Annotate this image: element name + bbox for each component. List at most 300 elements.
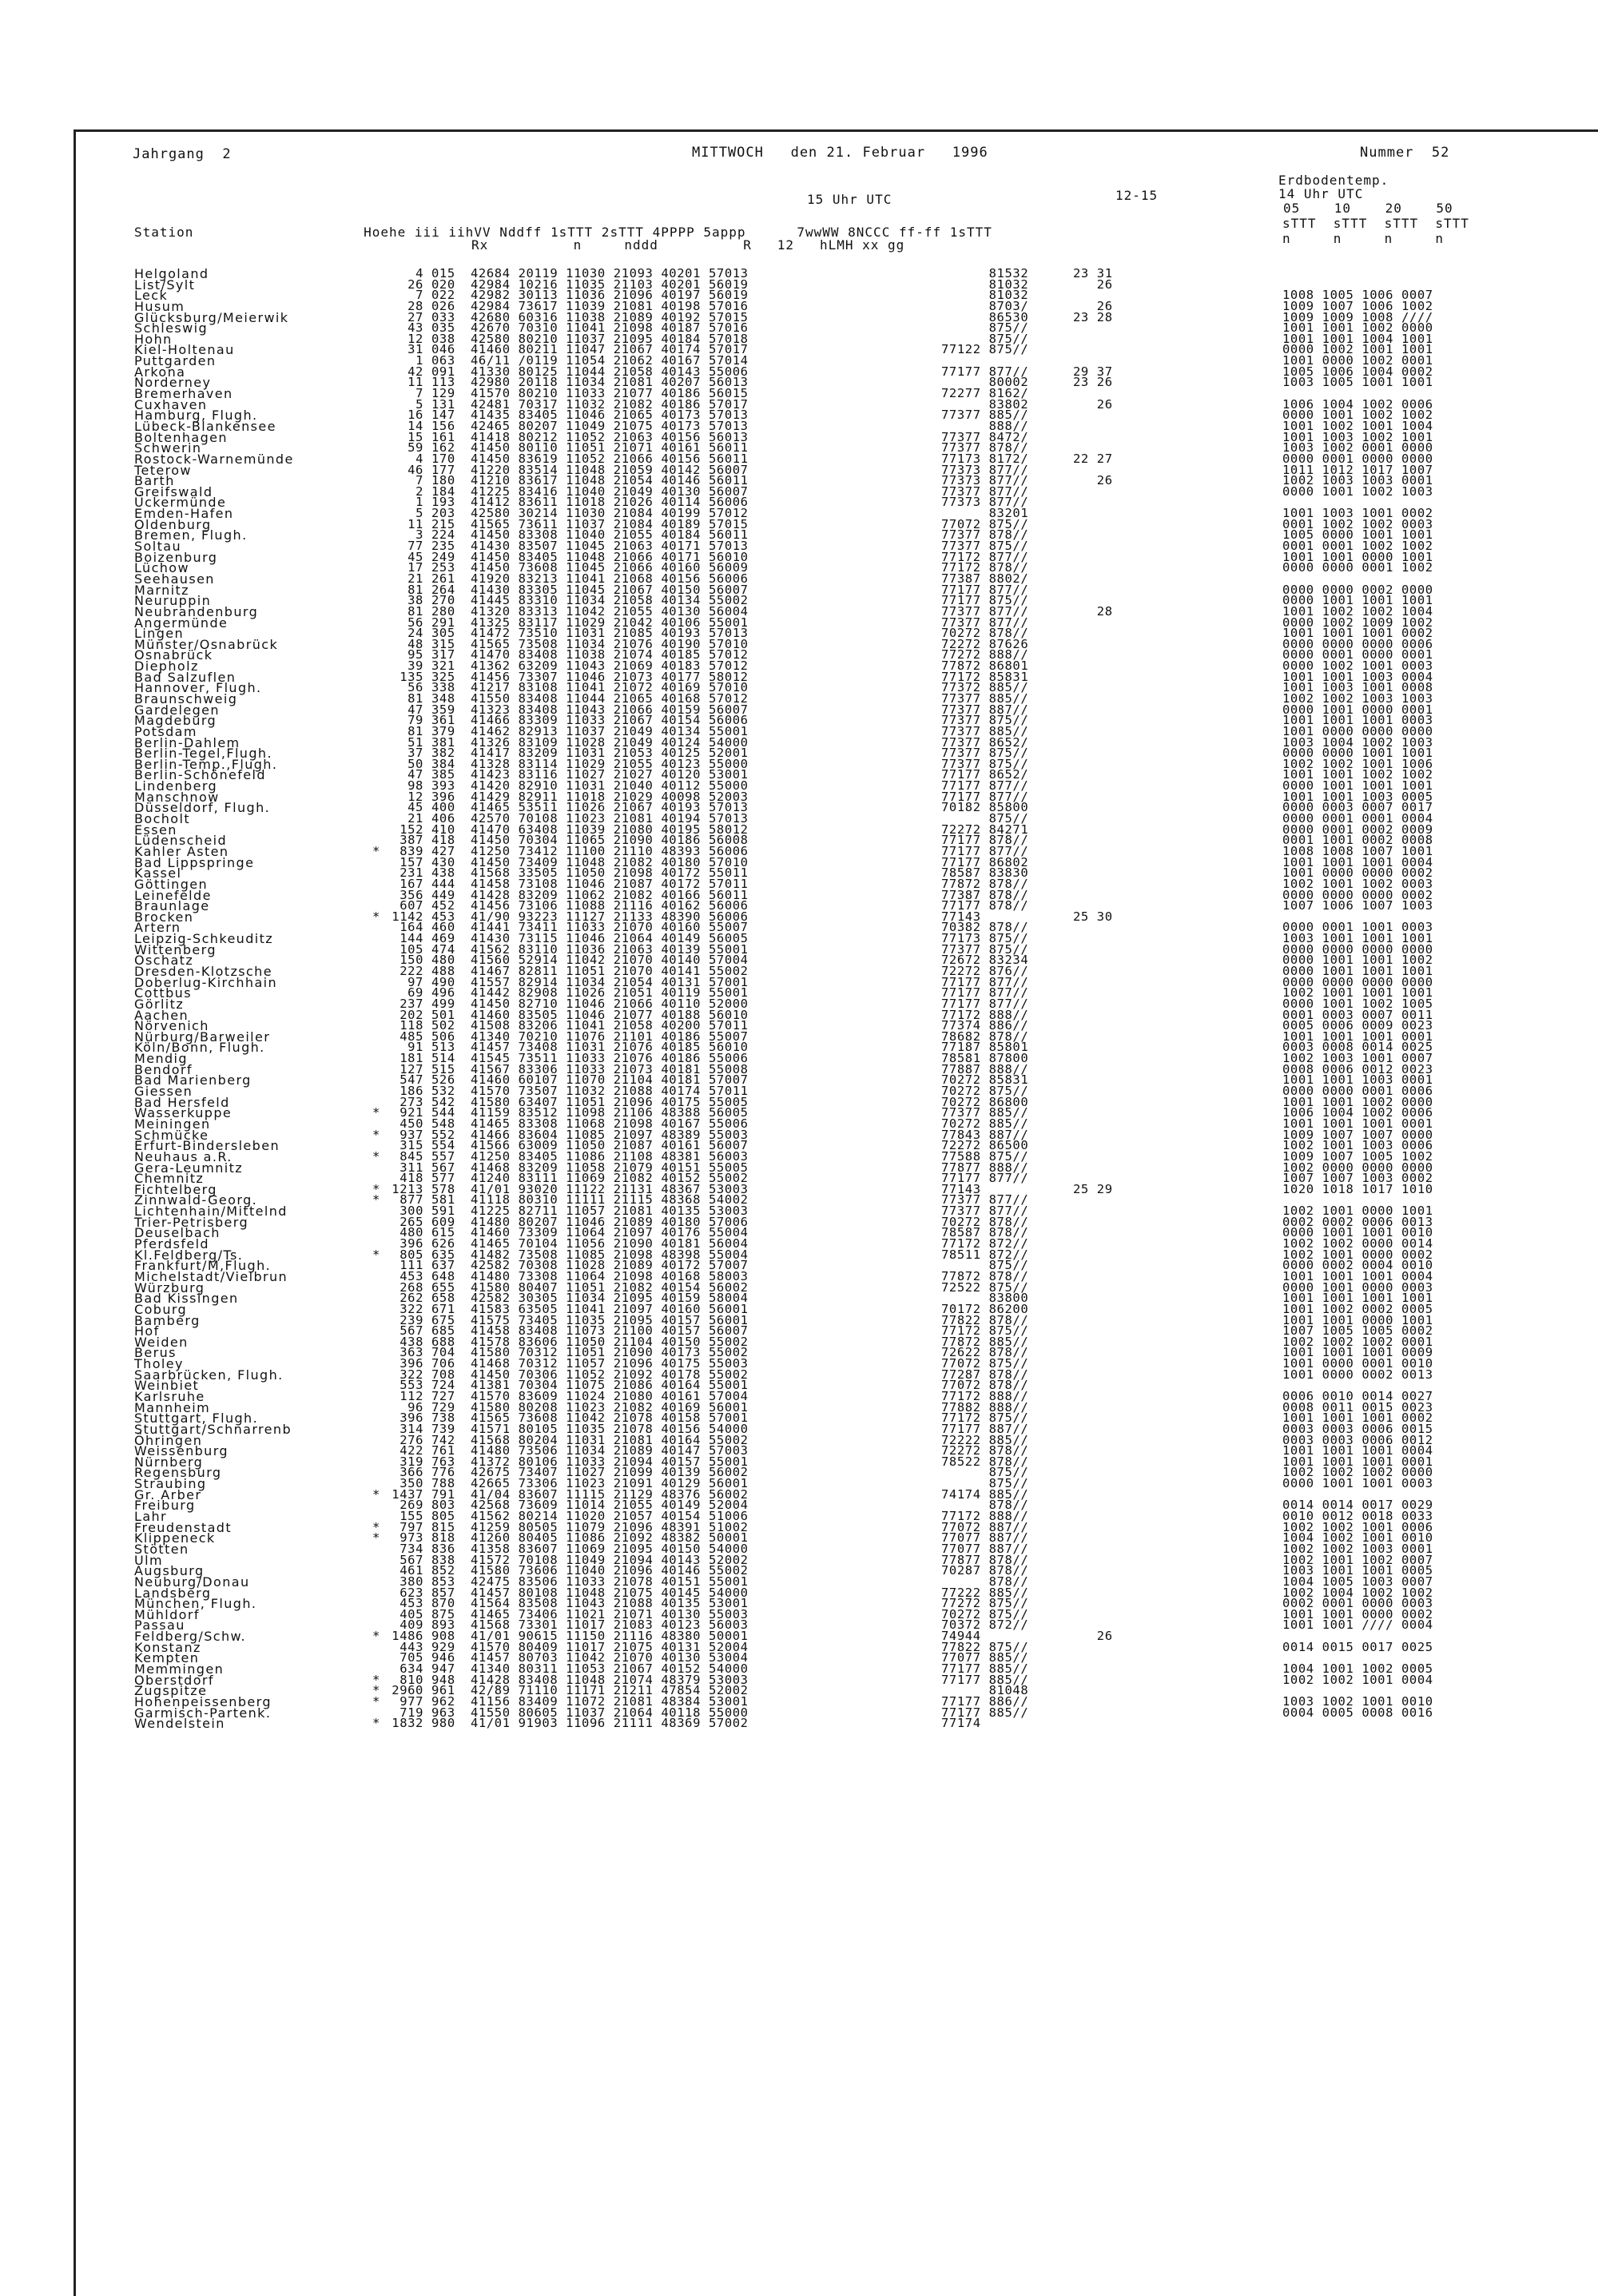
soil-temperatures: 1001 1001 1001 0004 bbox=[1282, 854, 1433, 869]
soil-temperatures: 1005 0000 1001 1001 bbox=[1282, 527, 1433, 543]
soil-temperatures: 1009 1007 1006 1002 bbox=[1282, 298, 1433, 313]
station-name: Hof bbox=[134, 1323, 160, 1339]
station-height: 7 bbox=[415, 386, 423, 401]
weather-groups: 77177 887// bbox=[941, 1421, 1029, 1436]
weather-groups: 875// bbox=[941, 1258, 1029, 1273]
station-name: Arkona bbox=[134, 364, 186, 380]
station-height: 81 bbox=[407, 582, 423, 597]
station-name: Mühldorf bbox=[134, 1606, 200, 1622]
station-index: 129 bbox=[431, 386, 455, 401]
station-height: 77 bbox=[407, 539, 423, 554]
station-index: 671 bbox=[431, 1301, 455, 1316]
soil-temperatures: 1002 1002 1001 0006 bbox=[1282, 1519, 1433, 1534]
station-index: 947 bbox=[431, 1661, 455, 1676]
station-index: 637 bbox=[431, 1258, 455, 1273]
wind-gusts: 23 28 bbox=[1073, 309, 1113, 324]
station-height: 547 bbox=[400, 1072, 423, 1088]
table-row bbox=[0, 1716, 1598, 1732]
synop-groups: 41412 83611 11018 21026 40114 56006 bbox=[471, 495, 749, 510]
station-index: 400 bbox=[431, 800, 455, 815]
station-index: 893 bbox=[431, 1618, 455, 1633]
weather-groups: 8703/ bbox=[941, 298, 1029, 313]
station-index: 704 bbox=[431, 1345, 455, 1360]
soil-temperatures: 1001 1003 1001 0008 bbox=[1282, 680, 1433, 695]
station-index: 688 bbox=[431, 1334, 455, 1349]
station-index: 453 bbox=[431, 909, 455, 924]
station-index: 729 bbox=[431, 1399, 455, 1415]
station-height: 453 bbox=[400, 1596, 423, 1611]
station-index: 325 bbox=[431, 669, 455, 684]
station-height: 91 bbox=[407, 1040, 423, 1055]
station-index: 513 bbox=[431, 1040, 455, 1055]
synop-groups: 41580 63407 11051 21096 40175 55005 bbox=[471, 1094, 749, 1109]
station-index: 193 bbox=[431, 495, 455, 510]
synop-groups: 41566 63009 11050 21087 40161 56007 bbox=[471, 1138, 749, 1153]
weather-groups: 77172 875// bbox=[941, 1323, 1029, 1339]
station-height: 37 bbox=[407, 746, 423, 761]
station-name: Trier-Petrisberg bbox=[134, 1214, 249, 1230]
soil-temperatures: 0000 1001 1002 1003 bbox=[1282, 483, 1433, 499]
station-name: Lüdenscheid bbox=[134, 833, 228, 849]
station-name: Kempten bbox=[134, 1650, 200, 1666]
soil-temperatures: 1004 1001 1002 0005 bbox=[1282, 1661, 1433, 1676]
station-name: Cottbus bbox=[134, 985, 192, 1001]
weather-groups: 70372 872// bbox=[941, 1618, 1029, 1633]
station-name: Weinbiet bbox=[134, 1378, 200, 1394]
issue-number: Nummer 52 bbox=[1360, 145, 1450, 161]
soil-temperatures: 1001 1001 1001 0002 bbox=[1282, 1411, 1433, 1426]
soil-temperatures: 1001 1003 1002 1001 bbox=[1282, 429, 1433, 444]
weather-groups: 77377 875// bbox=[941, 746, 1029, 761]
station-height: 797 bbox=[400, 1519, 423, 1534]
synop-groups: 41/90 93223 11127 21133 48390 56006 bbox=[471, 909, 749, 924]
station-index: 430 bbox=[431, 854, 455, 869]
mountain-marker: * bbox=[372, 1105, 380, 1120]
station-height: 15 bbox=[407, 429, 423, 444]
station-index: 147 bbox=[431, 408, 455, 423]
weather-groups: 70382 878// bbox=[941, 920, 1029, 935]
station-name: Bremen, Flugh. bbox=[134, 527, 248, 543]
weather-groups: 77377 885// bbox=[941, 723, 1029, 738]
station-index: 444 bbox=[431, 876, 455, 891]
synop-groups: 41320 83313 11042 21055 40130 56004 bbox=[471, 603, 749, 619]
weather-groups: 77177 877// bbox=[941, 778, 1029, 794]
weather-groups: 72272 878// bbox=[941, 1443, 1029, 1458]
station-name: Hannover, Flugh. bbox=[134, 680, 262, 696]
station-index: 490 bbox=[431, 974, 455, 989]
station-height: 28 bbox=[407, 298, 423, 313]
soil-fields: sTTT sTTT sTTT sTTT bbox=[1282, 216, 1469, 231]
station-index: 131 bbox=[431, 396, 455, 412]
station-name: Augsburg bbox=[134, 1563, 205, 1579]
station-name: Magdeburg bbox=[134, 713, 217, 729]
station-name: Schmücke bbox=[134, 1127, 209, 1143]
station-index: 929 bbox=[431, 1639, 455, 1654]
station-name: Freiburg bbox=[134, 1498, 196, 1514]
station-height: 31 bbox=[407, 342, 423, 357]
station-index: 626 bbox=[431, 1236, 455, 1251]
station-name: Braunlage bbox=[134, 898, 210, 914]
station-height: 56 bbox=[407, 680, 423, 695]
weather-groups: 83802 bbox=[941, 396, 1029, 412]
weather-groups: 77387 8802/ bbox=[941, 571, 1029, 586]
weather-groups: 77177 877// bbox=[941, 364, 1029, 379]
station-index: 706 bbox=[431, 1356, 455, 1371]
weather-groups: 78587 878// bbox=[941, 1225, 1029, 1240]
soil-temperatures: 1002 1001 0000 0002 bbox=[1282, 1247, 1433, 1262]
station-height: 157 bbox=[400, 854, 423, 869]
weather-groups: 77374 886// bbox=[941, 1018, 1029, 1033]
station-height: 181 bbox=[400, 1051, 423, 1066]
station-name: Karlsruhe bbox=[134, 1388, 205, 1404]
station-name: Schleswig bbox=[134, 320, 209, 336]
station-height: 877 bbox=[400, 1192, 423, 1208]
mountain-marker: * bbox=[372, 1247, 380, 1262]
station-height: 38 bbox=[407, 593, 423, 608]
soil-temperatures: 0000 1001 1002 1002 bbox=[1282, 408, 1433, 423]
soil-temperatures: 1001 1001 1001 0004 bbox=[1282, 1268, 1433, 1283]
synop-groups: 41568 80204 11031 21081 40164 55002 bbox=[471, 1432, 749, 1447]
weather-groups: 77077 887// bbox=[941, 1541, 1029, 1556]
soil-temperatures: 1001 1001 1002 0000 bbox=[1282, 320, 1433, 336]
station-height: 418 bbox=[400, 1171, 423, 1186]
station-height: 167 bbox=[400, 876, 423, 891]
observation-time: 15 Uhr UTC bbox=[807, 192, 892, 207]
weather-groups: 70182 85800 bbox=[941, 800, 1029, 815]
weather-groups: 77387 878// bbox=[941, 887, 1029, 902]
table-row bbox=[0, 1478, 1598, 1490]
synop-groups: 41457 73408 11031 21076 40185 56010 bbox=[471, 1040, 749, 1055]
station-height: 409 bbox=[400, 1618, 423, 1633]
station-index: 264 bbox=[431, 582, 455, 597]
station-name: Leinefelde bbox=[134, 887, 212, 903]
station-name: Dresden-Klotzsche bbox=[134, 964, 272, 979]
station-height: 1486 bbox=[392, 1629, 423, 1644]
station-name: Aachen bbox=[134, 1007, 189, 1023]
weather-groups: 83800 bbox=[941, 1291, 1029, 1306]
soil-temperatures: 1006 1004 1002 0006 bbox=[1282, 1105, 1433, 1120]
soil-temperatures: 1001 1001 1004 1001 bbox=[1282, 331, 1433, 346]
weather-groups: 77887 888// bbox=[941, 1061, 1029, 1076]
mountain-marker: * bbox=[372, 1530, 380, 1546]
station-index: 763 bbox=[431, 1454, 455, 1469]
weather-groups: 77177 877// bbox=[941, 996, 1029, 1011]
station-height: 396 bbox=[400, 1356, 423, 1371]
synop-groups: 41450 73409 11048 21082 40180 57010 bbox=[471, 854, 749, 869]
station-height: 443 bbox=[400, 1639, 423, 1654]
station-name: Doberlug-Kirchhain bbox=[134, 974, 278, 990]
weather-groups: 77377 875// bbox=[941, 539, 1029, 554]
station-height: 450 bbox=[400, 1116, 423, 1131]
station-index: 857 bbox=[431, 1585, 455, 1600]
synop-groups: 41480 80207 11046 21089 40180 57006 bbox=[471, 1214, 749, 1229]
station-name: Marnitz bbox=[134, 582, 189, 598]
station-index: 280 bbox=[431, 603, 455, 619]
station-height: 2960 bbox=[392, 1683, 423, 1698]
station-name: Weissenburg bbox=[134, 1443, 229, 1459]
soil-temperatures: 1002 1001 1003 0006 bbox=[1282, 1138, 1433, 1153]
soil-temperatures: 1001 1001 1003 0005 bbox=[1282, 789, 1433, 804]
soil-temperatures: 1002 1003 1003 0001 bbox=[1282, 473, 1433, 488]
station-name: Freudenstadt bbox=[134, 1519, 233, 1535]
station-height: 3 bbox=[415, 527, 423, 543]
station-index: 675 bbox=[431, 1312, 455, 1327]
table-row bbox=[0, 1705, 1598, 1721]
wind-gusts: 26 bbox=[1073, 277, 1113, 292]
synop-groups: 41435 83405 11046 21065 40173 57013 bbox=[471, 408, 749, 423]
weather-groups: 77172 85831 bbox=[941, 669, 1029, 684]
weather-groups: 77177 877// bbox=[941, 582, 1029, 597]
station-height: 396 bbox=[400, 1236, 423, 1251]
station-index: 962 bbox=[431, 1693, 455, 1709]
soil-temperatures: 0006 0010 0014 0027 bbox=[1282, 1388, 1433, 1403]
soil-temperatures: 1001 1001 1001 0009 bbox=[1282, 1345, 1433, 1360]
weather-groups: 77177 885// bbox=[941, 1661, 1029, 1676]
soil-temperatures: 1008 1008 1007 1001 bbox=[1282, 843, 1433, 858]
soil-temperatures: 1002 1002 1003 1003 bbox=[1282, 690, 1433, 706]
column-header-row1: Station Hoehe iii iihVV Nddff 1sTTT 2sTTT 4PPPP 5appp 7wwWW 8NCCC ff-ff 1sTTT bbox=[134, 225, 992, 240]
synop-groups: 41450 80110 11051 21071 40161 56011 bbox=[471, 440, 749, 456]
station-index: 338 bbox=[431, 680, 455, 695]
synop-groups: 41220 83514 11048 21059 40142 56007 bbox=[471, 462, 749, 477]
station-index: 215 bbox=[431, 516, 455, 531]
weather-groups: 77173 875// bbox=[941, 931, 1029, 946]
synop-groups: 41571 80105 11035 21078 40156 54000 bbox=[471, 1421, 749, 1436]
station-name: Pferdsfeld bbox=[134, 1236, 209, 1252]
synop-groups: 42675 73407 11027 21099 40139 56002 bbox=[471, 1465, 749, 1480]
wind-gusts: 23 31 bbox=[1073, 266, 1113, 281]
weather-groups: 77377 877// bbox=[941, 1192, 1029, 1208]
station-name: Berlin-Schönefeld bbox=[134, 767, 266, 783]
soil-temperatures: 1001 1001 0000 0002 bbox=[1282, 1606, 1433, 1622]
table-row bbox=[0, 1367, 1598, 1383]
weather-groups: 70272 885// bbox=[941, 1116, 1029, 1131]
station-name: Regensburg bbox=[134, 1465, 222, 1481]
station-height: 222 bbox=[400, 964, 423, 978]
weather-groups: 77172 872// bbox=[941, 1236, 1029, 1251]
station-height: 276 bbox=[400, 1432, 423, 1447]
station-name: Cuxhaven bbox=[134, 396, 208, 412]
soil-temperatures: 1001 1002 1002 1004 bbox=[1282, 603, 1433, 619]
weather-groups: 77377 877// bbox=[941, 483, 1029, 499]
station-index: 393 bbox=[431, 778, 455, 794]
soil-temperatures: 1002 1004 1002 1002 bbox=[1282, 1585, 1433, 1600]
wind-gusts: 25 29 bbox=[1073, 1181, 1113, 1196]
station-height: 27 bbox=[407, 309, 423, 324]
weather-groups: 77872 878// bbox=[941, 876, 1029, 891]
station-name: Husum bbox=[134, 298, 185, 314]
mountain-marker: * bbox=[372, 1148, 380, 1164]
synop-groups: 42580 30214 11030 21084 40199 57012 bbox=[471, 506, 749, 521]
weather-groups: 77177 877// bbox=[941, 789, 1029, 804]
station-name: Nörvenich bbox=[134, 1018, 209, 1034]
station-index: 526 bbox=[431, 1072, 455, 1088]
synop-groups: 41381 70304 11075 21086 40164 55001 bbox=[471, 1378, 749, 1393]
station-name: Fichtelberg bbox=[134, 1181, 217, 1197]
station-index: 359 bbox=[431, 702, 455, 717]
station-name: Neuburg/Donau bbox=[134, 1574, 250, 1590]
weather-groups: 77177 877// bbox=[941, 985, 1029, 1001]
synop-groups: 41460 60107 11070 21104 40181 57007 bbox=[471, 1072, 749, 1088]
synop-groups: 41583 63505 11041 21097 40160 56001 bbox=[471, 1301, 749, 1316]
synop-groups: 41362 63209 11043 21069 40183 57012 bbox=[471, 659, 749, 674]
station-name: Barth bbox=[134, 473, 175, 489]
weather-groups: 78682 878// bbox=[941, 1029, 1029, 1044]
weather-groups: 77177 886// bbox=[941, 1693, 1029, 1709]
station-height: 311 bbox=[400, 1160, 423, 1175]
synop-groups: 42984 10216 11035 21103 40201 56019 bbox=[471, 277, 749, 292]
station-height: 39 bbox=[407, 659, 423, 674]
station-height: 111 bbox=[400, 1258, 423, 1273]
station-name: Stuttgart/Schnarrenb bbox=[134, 1421, 292, 1437]
station-name: List/Sylt bbox=[134, 277, 196, 292]
weather-groups: 77287 878// bbox=[941, 1367, 1029, 1382]
station-height: 453 bbox=[400, 1268, 423, 1283]
weather-groups: 875// bbox=[941, 331, 1029, 346]
synop-groups: 41466 83604 11085 21097 48389 55003 bbox=[471, 1127, 749, 1142]
wind-gusts: 26 bbox=[1073, 1629, 1113, 1644]
weather-groups: 77172 888// bbox=[941, 1007, 1029, 1022]
weather-groups: 77377 875// bbox=[941, 756, 1029, 771]
soil-temperatures: 1001 1001 1001 0001 bbox=[1282, 1029, 1433, 1044]
synop-groups: 41456 73106 11088 21116 40162 56006 bbox=[471, 898, 749, 913]
station-name: Boizenburg bbox=[134, 549, 218, 565]
station-name: Straubing bbox=[134, 1476, 207, 1492]
synop-groups: 42465 80207 11049 21075 40173 57013 bbox=[471, 418, 749, 433]
station-index: 578 bbox=[431, 1181, 455, 1196]
soil-temperatures: 1002 1002 1003 0001 bbox=[1282, 1541, 1433, 1556]
station-height: 553 bbox=[400, 1378, 423, 1393]
station-name: Münster/Osnabrück bbox=[134, 636, 279, 652]
station-name: Coburg bbox=[134, 1301, 188, 1317]
weather-groups: 878// bbox=[941, 1498, 1029, 1513]
weather-groups: 77822 875// bbox=[941, 1639, 1029, 1654]
station-index: 544 bbox=[431, 1105, 455, 1120]
station-index: 946 bbox=[431, 1650, 455, 1665]
weather-groups: 70272 878// bbox=[941, 626, 1029, 641]
station-name: Bad Marienberg bbox=[134, 1072, 252, 1088]
synop-groups: 41457 80703 11042 21070 40130 53004 bbox=[471, 1650, 749, 1665]
station-index: 063 bbox=[431, 353, 455, 368]
station-index: 317 bbox=[431, 647, 455, 663]
synop-groups: 41/04 83607 11115 21129 48376 56002 bbox=[471, 1486, 749, 1502]
station-index: 406 bbox=[431, 811, 455, 826]
wind-gusts: 26 bbox=[1073, 473, 1113, 488]
station-index: 321 bbox=[431, 659, 455, 674]
table-row bbox=[0, 375, 1598, 391]
mountain-marker: * bbox=[372, 1519, 380, 1534]
soil-temperatures: 0005 0006 0009 0023 bbox=[1282, 1018, 1433, 1033]
soil-temperatures: 1006 1004 1002 0006 bbox=[1282, 396, 1433, 412]
weather-groups: 77177 8652/ bbox=[941, 767, 1029, 782]
station-height: 319 bbox=[400, 1454, 423, 1469]
station-index: 852 bbox=[431, 1563, 455, 1578]
synop-groups: 41260 80405 11086 21092 48382 50001 bbox=[471, 1530, 749, 1546]
station-index: 581 bbox=[431, 1192, 455, 1208]
station-name: Gera-Leumnitz bbox=[134, 1160, 244, 1176]
station-name: Memmingen bbox=[134, 1661, 225, 1677]
synop-groups: 41210 83617 11048 21054 40146 56011 bbox=[471, 473, 749, 488]
station-name: Neuruppin bbox=[134, 593, 212, 609]
station-name: Giessen bbox=[134, 1084, 193, 1100]
synop-groups: 41568 33505 11050 21098 40172 55011 bbox=[471, 865, 749, 881]
station-index: 438 bbox=[431, 865, 455, 881]
soil-temperatures: 1002 1003 1001 0007 bbox=[1282, 1051, 1433, 1066]
station-name: Bad Hersfeld bbox=[134, 1094, 230, 1110]
station-name: Puttgarden bbox=[134, 353, 217, 369]
station-height: 977 bbox=[400, 1693, 423, 1709]
station-height: 45 bbox=[407, 549, 423, 564]
soil-temperatures: 0000 1001 0000 0001 bbox=[1282, 702, 1433, 717]
synop-groups: 41/01 93020 11122 21131 48367 53003 bbox=[471, 1181, 749, 1196]
station-index: 020 bbox=[431, 277, 455, 292]
synop-groups: 41465 83308 11068 21098 40167 55006 bbox=[471, 1116, 749, 1131]
station-height: 973 bbox=[400, 1530, 423, 1546]
soil-temperatures: 1001 1001 //// 0004 bbox=[1282, 1618, 1433, 1633]
station-index: 449 bbox=[431, 887, 455, 902]
station-height: 47 bbox=[407, 702, 423, 717]
station-height: 81 bbox=[407, 603, 423, 619]
weather-groups: 72672 83234 bbox=[941, 953, 1029, 968]
soil-temperatures: 1001 1002 0002 0005 bbox=[1282, 1301, 1433, 1316]
station-index: 113 bbox=[431, 375, 455, 390]
weather-groups: 77377 878// bbox=[941, 440, 1029, 456]
soil-temperatures: 1002 1001 0000 1001 bbox=[1282, 1204, 1433, 1219]
synop-groups: 41340 80311 11053 21067 40152 54000 bbox=[471, 1661, 749, 1676]
weather-groups: 77872 885// bbox=[941, 1334, 1029, 1349]
synop-groups: 41445 83310 11034 21058 40134 55002 bbox=[471, 593, 749, 608]
station-name: Bad Kissingen bbox=[134, 1291, 239, 1307]
station-name: Berlin-Dahlem bbox=[134, 734, 240, 750]
station-height: 921 bbox=[400, 1105, 423, 1120]
mountain-marker: * bbox=[372, 1181, 380, 1196]
station-name: Bremerhaven bbox=[134, 386, 233, 402]
station-height: 1 bbox=[415, 353, 423, 368]
soil-temperatures: 0004 0005 0008 0016 bbox=[1282, 1705, 1433, 1720]
weather-groups: 77072 878// bbox=[941, 1378, 1029, 1393]
soil-temperatures: 1002 1002 1001 1006 bbox=[1282, 756, 1433, 771]
weather-groups: 77377 875// bbox=[941, 941, 1029, 957]
soil-temperatures: 0000 0001 1001 0003 bbox=[1282, 920, 1433, 935]
synop-groups: 41468 70312 11057 21096 40175 55003 bbox=[471, 1356, 749, 1371]
station-height: 97 bbox=[407, 974, 423, 989]
weather-groups: 81032 bbox=[941, 288, 1029, 303]
table-row bbox=[0, 483, 1598, 499]
synop-groups: 42568 73609 11014 21055 40149 52004 bbox=[471, 1498, 749, 1513]
synop-groups: 41156 83409 11072 21081 48384 53001 bbox=[471, 1693, 749, 1709]
soil-temperatures: 1002 1002 0000 0014 bbox=[1282, 1236, 1433, 1251]
station-index: 875 bbox=[431, 1606, 455, 1622]
synop-groups: 41328 83114 11029 21055 40123 55000 bbox=[471, 756, 749, 771]
synop-groups: 41466 83309 11033 21067 40154 56006 bbox=[471, 713, 749, 728]
wind-gusts: 29 37 bbox=[1073, 364, 1113, 379]
station-name: Stuttgart, Flugh. bbox=[134, 1411, 259, 1427]
synop-groups: 42481 70317 11032 21082 40186 57017 bbox=[471, 396, 749, 412]
synop-groups: 41450 83619 11052 21066 40156 56011 bbox=[471, 451, 749, 466]
synop-groups: 41580 80208 11023 21082 40169 56001 bbox=[471, 1399, 749, 1415]
station-name: Brocken bbox=[134, 909, 194, 925]
station-name: Erfurt-Bindersleben bbox=[134, 1138, 280, 1154]
station-height: 186 bbox=[400, 1084, 423, 1099]
soil-temperatures: 1001 1001 1001 1001 bbox=[1282, 1291, 1433, 1306]
station-height: 12 bbox=[407, 789, 423, 804]
synop-groups: 41217 83108 11041 21072 40169 57010 bbox=[471, 680, 749, 695]
station-index: 738 bbox=[431, 1411, 455, 1426]
synop-groups: 41340 70210 11076 21101 40186 55007 bbox=[471, 1029, 749, 1044]
station-height: 43 bbox=[407, 320, 423, 336]
station-name: Kiel-Holtenau bbox=[134, 342, 235, 358]
synop-groups: 42582 70308 11028 21089 40172 57007 bbox=[471, 1258, 749, 1273]
